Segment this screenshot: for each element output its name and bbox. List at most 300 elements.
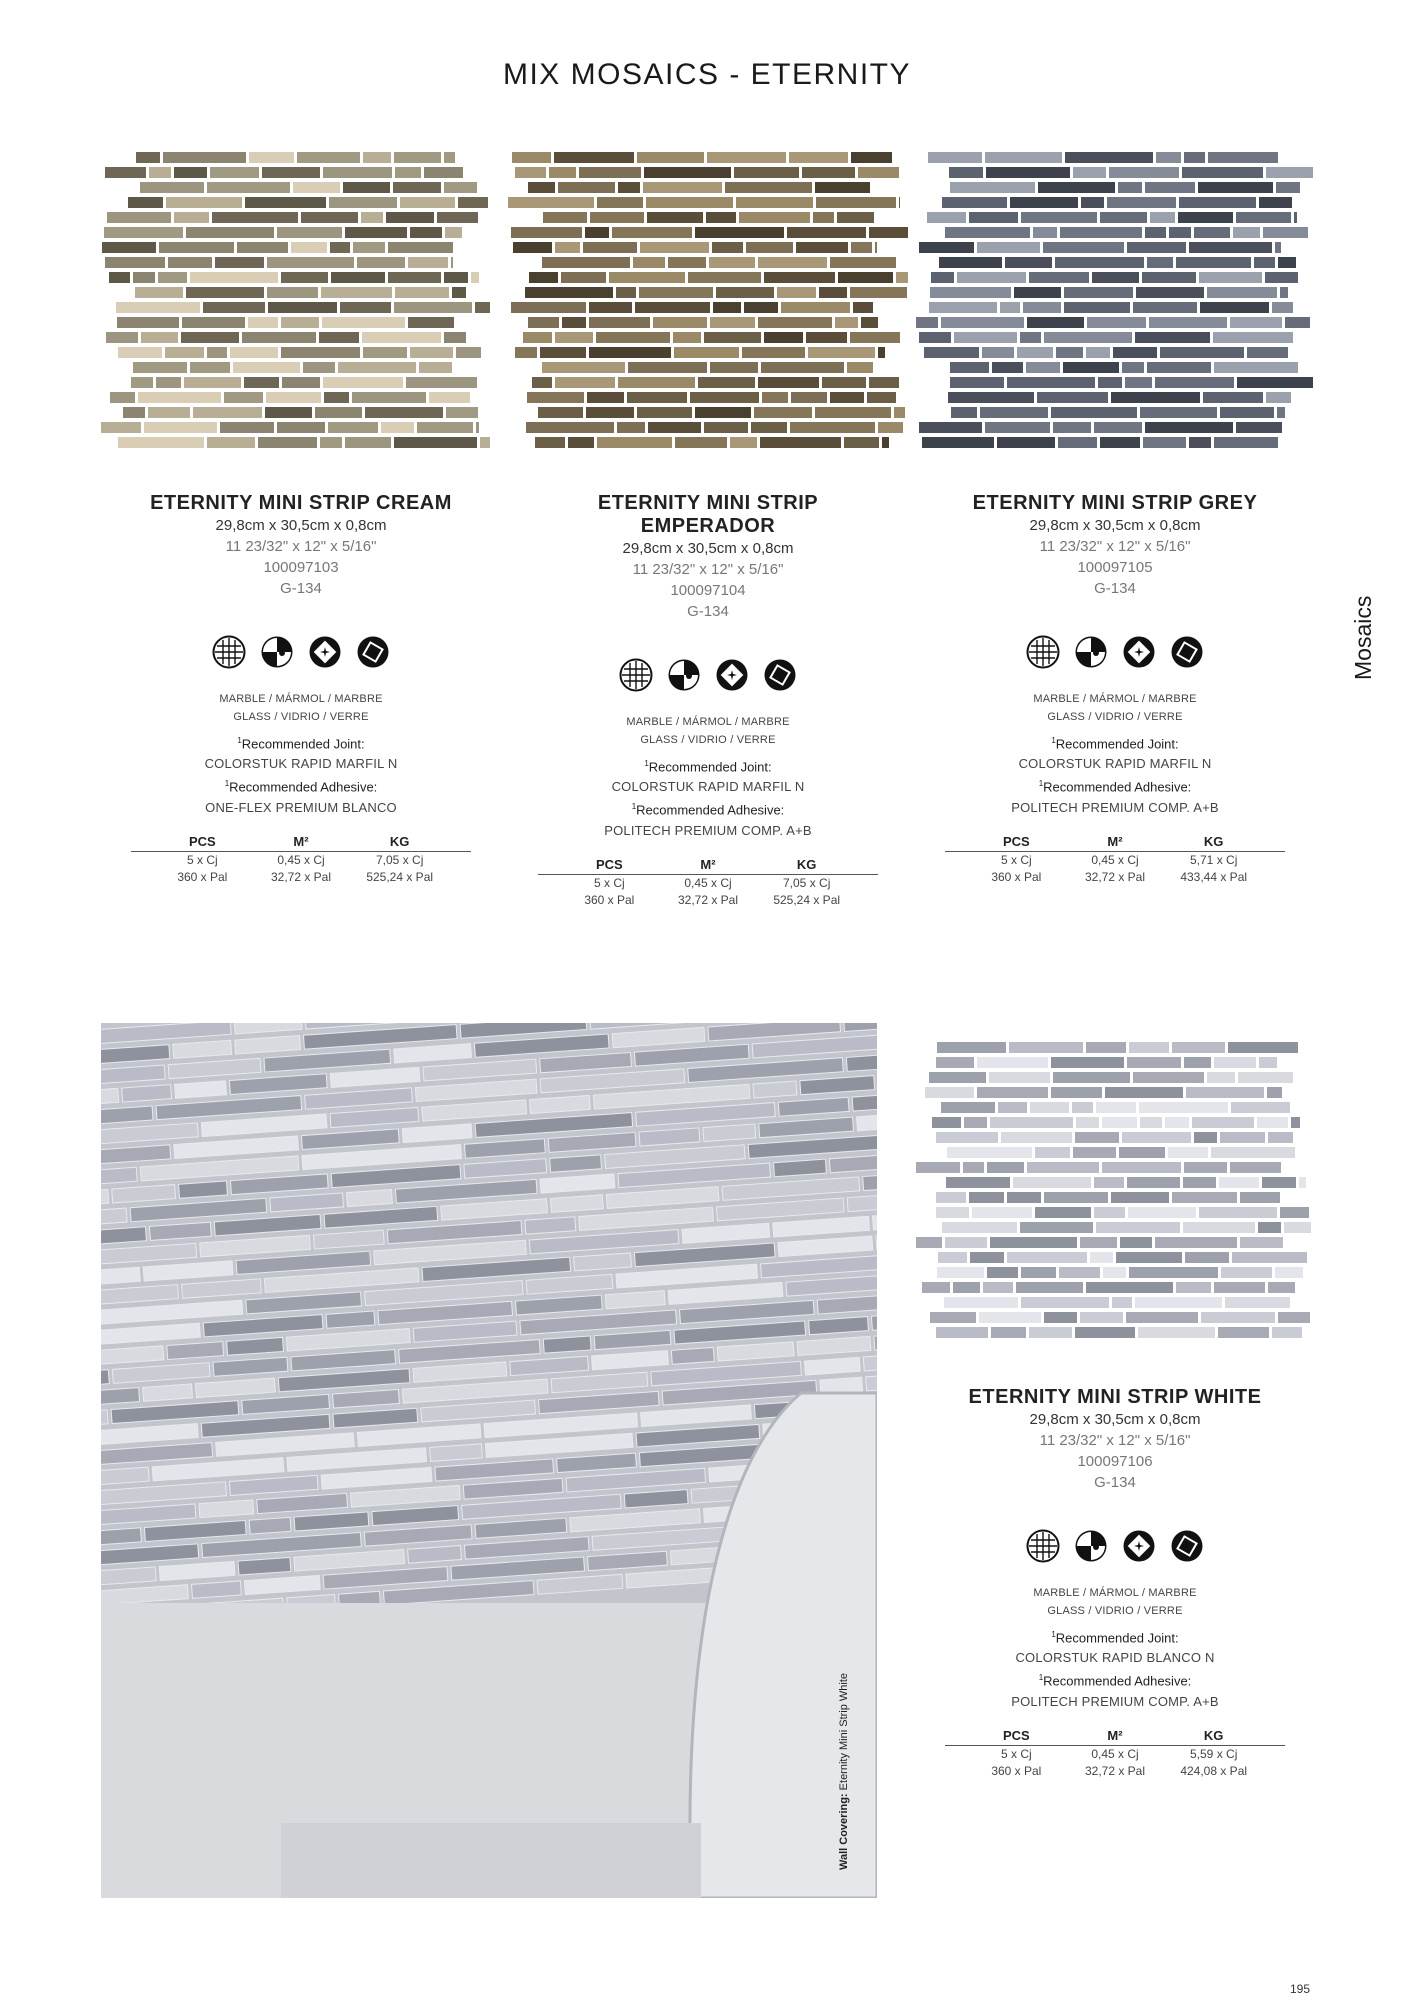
mosaic-strip [919, 242, 974, 253]
product-size-cm: 29,8cm x 30,5cm x 0,8cm [215, 517, 387, 534]
mosaic-strip [1230, 1162, 1281, 1173]
mosaic-strip [444, 272, 468, 283]
mosaic-strip [816, 197, 896, 208]
photo-caption [838, 1673, 850, 1870]
room-photo [101, 1023, 877, 1898]
recommended-adhesive: POLITECH PREMIUM COMP. A+B [604, 822, 812, 838]
header-pcs: PCS [595, 856, 623, 872]
mosaic-strip [758, 257, 827, 268]
material-list [528, 712, 888, 750]
mosaic-strip [590, 212, 644, 223]
mosaic-strip [990, 1237, 1077, 1248]
mosaic-strip [1266, 167, 1313, 178]
mosaic-strip [1198, 182, 1273, 193]
material-list [935, 689, 1295, 727]
mosaic-strip [1051, 407, 1137, 418]
mosaic-strip [698, 377, 755, 388]
mosaic-strip [381, 422, 414, 433]
mosaic-strip [954, 332, 1017, 343]
mosaic-strip [353, 242, 385, 253]
page-title: MIX MOSAICS - ETERNITY [502, 58, 912, 91]
mosaic-strip [1240, 1192, 1280, 1203]
mosaic-strip [1044, 332, 1132, 343]
mosaic-strip [643, 182, 722, 193]
mosaic-strip [1184, 152, 1205, 163]
mosaic-strip [806, 332, 847, 343]
mosaic-strip [101, 422, 141, 433]
mosaic-strip [363, 347, 407, 358]
packaging-row-box [945, 1746, 1285, 1763]
mosaic-strip [1213, 332, 1293, 343]
mosaic-strip [760, 437, 841, 448]
mosaic-strip [1119, 1147, 1165, 1158]
mosaic-strip [985, 422, 1050, 433]
mosaic-strip [1233, 227, 1260, 238]
mosaic-strip [945, 227, 1030, 238]
mosaic-strip [1029, 1327, 1072, 1338]
mosaic-strip [1064, 287, 1133, 298]
mosaic-strip [562, 317, 586, 328]
mosaic-strip [1230, 317, 1282, 328]
mosaic-strip [1017, 347, 1053, 358]
mosaic-strip [207, 347, 227, 358]
mosaic-strip [138, 392, 221, 403]
mosaic-strip [878, 347, 885, 358]
mosaic-strip [1257, 1117, 1288, 1128]
mosaic-strip [554, 152, 634, 163]
mosaic-strip [1080, 1237, 1117, 1248]
mosaic-strip [1268, 1282, 1295, 1293]
mosaic-strip [985, 152, 1062, 163]
mosaic-strip [437, 212, 478, 223]
product-group: G-134 [1094, 1474, 1136, 1491]
header-pcs: PCS [188, 833, 216, 849]
mosaic-strip [512, 152, 551, 163]
wall-mosaic-strip [143, 1384, 193, 1401]
mosaic-strip [1192, 1117, 1254, 1128]
mosaic-strip [410, 347, 453, 358]
mosaic-strip [174, 212, 209, 223]
mosaic-strip [476, 422, 479, 433]
mosaic-strip [386, 212, 434, 223]
wall-covering-image [101, 1023, 877, 1898]
mosaic-strip [1201, 1312, 1275, 1323]
mosaic-strip [458, 197, 488, 208]
mosaic-strip [1094, 1177, 1124, 1188]
mosaic-strip [986, 167, 1070, 178]
mosaic-strip [1267, 1087, 1282, 1098]
mosaic-strip [647, 212, 703, 223]
mosaic-strip [1284, 1222, 1311, 1233]
usage-icons [121, 635, 481, 669]
mosaic-strip [258, 437, 317, 448]
mosaic-strip [123, 407, 145, 418]
mosaic-strip [979, 1312, 1041, 1323]
mosaic-strip [105, 257, 165, 268]
mosaic-strip [1147, 257, 1173, 268]
recommended-adhesive-label: $^1$Recommended Adhesive: [224, 779, 378, 795]
mosaic-strip [1285, 317, 1310, 328]
mosaic-strip [1109, 167, 1179, 178]
mosaic-strip [1136, 287, 1204, 298]
mosaic-strip [1056, 347, 1083, 358]
mosaic-strip [637, 407, 692, 418]
mosaic-strip [1127, 1057, 1181, 1068]
mosaic-strip [212, 212, 298, 223]
mosaic-strip [869, 227, 908, 238]
mosaic-strip [282, 377, 320, 388]
mosaic-strip [758, 317, 832, 328]
mosaic-strip [1016, 1282, 1083, 1293]
cell-kg: 433,44 x Pal [1180, 869, 1248, 884]
mosaic-strip [136, 152, 160, 163]
mosaic-strip [1207, 287, 1277, 298]
mosaic-strip [853, 302, 873, 313]
mosaic-strip [117, 317, 179, 328]
mosaic-strip [734, 167, 799, 178]
mosaic-strip [118, 347, 162, 358]
mosaic-strip [942, 197, 1007, 208]
mesh-grid-icon [1026, 1529, 1060, 1563]
packaging-row-box [945, 852, 1285, 869]
mosaic-strip [109, 272, 130, 283]
product-size-cm: 29,8cm x 30,5cm x 0,8cm [1029, 517, 1201, 534]
mosaic-strip [1094, 422, 1142, 433]
mosaic-strip [919, 332, 951, 343]
mosaic-strip [135, 287, 183, 298]
mosaic-strip [1220, 407, 1274, 418]
mosaic-strip [293, 182, 340, 193]
mosaic-strip [1135, 332, 1210, 343]
mosaic-strip [1043, 242, 1124, 253]
mosaic-strip [515, 167, 546, 178]
mosaic-strip [690, 392, 759, 403]
mosaic-strip [1072, 1102, 1093, 1113]
mosaic-strip [941, 317, 1024, 328]
mosaic-strip [186, 287, 264, 298]
mosaic-strip [1096, 1222, 1180, 1233]
mosaic-strip [451, 257, 453, 268]
wall-mosaic-strip [326, 1311, 375, 1328]
mosaic-strip [394, 152, 441, 163]
packaging-row-pallet [945, 869, 1285, 886]
mosaic-strip [388, 242, 453, 253]
wall-use-icon [1074, 1529, 1108, 1563]
mosaic-strip [589, 347, 671, 358]
mosaic-strip [980, 407, 1048, 418]
mosaic-strip [850, 287, 907, 298]
mosaic-strip [972, 1207, 1032, 1218]
mosaic-strip [844, 437, 879, 448]
mosaic-strip [1194, 227, 1230, 238]
mosaic-strip [945, 1237, 987, 1248]
material-marble: MARBLE / MÁRMOL / MARBRE [1033, 1587, 1197, 1599]
packaging-table [945, 832, 1285, 886]
mosaic-strip [1160, 347, 1244, 358]
product-code: 100097106 [1077, 1453, 1153, 1470]
mosaic-strip [1145, 422, 1233, 433]
mosaic-strip [148, 407, 190, 418]
mosaic-strip [675, 437, 727, 448]
mosaic-strip [538, 407, 583, 418]
wall-mosaic-strip [408, 1546, 462, 1564]
mosaic-strip [673, 332, 701, 343]
mosaic-strip [1102, 1117, 1137, 1128]
mosaic-strip [861, 317, 878, 328]
mosaic-strip [1010, 197, 1078, 208]
mosaic-strip [1111, 392, 1200, 403]
mosaic-strip [394, 302, 472, 313]
mosaic-strip [847, 362, 873, 373]
mosaic-strip [424, 167, 463, 178]
mosaic-strip [688, 272, 761, 283]
mosaic-strip [207, 437, 255, 448]
mosaic-strip [388, 272, 441, 283]
wall-mosaic-strip [774, 1159, 827, 1177]
mosaic-strip [168, 257, 212, 268]
header-kg: KG [796, 856, 817, 872]
mosaic-strip [1127, 1177, 1180, 1188]
mosaic-strip [977, 1057, 1048, 1068]
mosaic-strip [406, 377, 477, 388]
mosaic-strip [526, 422, 614, 433]
mosaic-strip [1265, 272, 1298, 283]
usage-icons [528, 658, 888, 692]
mosaic-strip [997, 437, 1055, 448]
mosaic-strip [948, 392, 1034, 403]
mosaic-strip [899, 197, 900, 208]
mosaic-strip [190, 272, 278, 283]
cell-m2: 32,72 x Pal [1084, 869, 1146, 884]
material-list [935, 1583, 1295, 1621]
mosaic-strip [1275, 1267, 1303, 1278]
mosaic-strip [456, 347, 481, 358]
product-code: 100097104 [670, 582, 746, 599]
mosaic-strip [586, 407, 634, 418]
mosaic-strip [277, 422, 325, 433]
mosaic-strip [1280, 287, 1288, 298]
product-size-in: 11 23/32" x 12" x 5/16" [225, 538, 377, 555]
mosaic-strip [1129, 1042, 1169, 1053]
mosaic-strip [116, 302, 200, 313]
mosaic-strip [1147, 362, 1211, 373]
mosaic-strip [365, 407, 443, 418]
wall-mosaic-strip [543, 1336, 591, 1353]
header-m2: M² [700, 856, 716, 872]
mosaic-strip [1135, 1297, 1222, 1308]
mosaic-strip [597, 437, 672, 448]
mosaic-strip [1236, 212, 1291, 223]
tile-edge-icon [1170, 1529, 1204, 1563]
mosaic-strip [1189, 437, 1211, 448]
mosaic-strip [1053, 1072, 1130, 1083]
mosaic-strip [991, 1327, 1026, 1338]
mosaic-strip [617, 422, 645, 433]
packaging-row-pallet [945, 1763, 1285, 1780]
mosaic-strip [320, 437, 342, 448]
mosaic-strip [1021, 212, 1097, 223]
sparkle-tile-icon [1122, 635, 1156, 669]
mosaic-strip [1149, 317, 1227, 328]
mosaic-strip [141, 332, 178, 343]
mosaic-strip [1199, 272, 1262, 283]
wall-mosaic-strip [550, 1195, 603, 1213]
mosaic-strip [1211, 1147, 1295, 1158]
mosaic-strip [329, 197, 397, 208]
product-size-in: 11 23/32" x 12" x 5/16" [632, 561, 784, 578]
sparkle-tile-icon [715, 658, 749, 692]
mosaic-strip [446, 407, 478, 418]
mosaic-strip [1094, 1207, 1125, 1218]
mosaic-strip [830, 257, 896, 268]
mosaic-strip [596, 332, 670, 343]
mosaic-strip [475, 302, 490, 313]
packaging-row-box [131, 852, 471, 869]
mosaic-strip [1023, 302, 1061, 313]
mosaic-strip [1075, 1327, 1135, 1338]
mosaic-strip [1102, 1162, 1181, 1173]
mosaic-strip [323, 167, 392, 178]
mosaic-strip [930, 287, 1011, 298]
packaging-header [945, 832, 1285, 852]
mosaic-strip [133, 272, 155, 283]
mosaic-strip [1184, 1162, 1227, 1173]
mosaic-strip [787, 227, 866, 238]
mosaic-strip [646, 197, 733, 208]
mosaic-strip [942, 1222, 1017, 1233]
mosaic-strip [742, 347, 805, 358]
mosaic-strip [410, 227, 442, 238]
mosaic-strip [931, 272, 954, 283]
mosaic-strip [635, 302, 710, 313]
mosaic-strip [1100, 212, 1147, 223]
mosaic-strip [281, 317, 319, 328]
mosaic-strip [165, 347, 204, 358]
mosaic-strip [1259, 197, 1292, 208]
mosaic-strip [340, 302, 391, 313]
mosaic-strip [568, 437, 594, 448]
mosaic-strip [762, 392, 788, 403]
mosaic-strip [781, 302, 850, 313]
mosaic-strip [1033, 227, 1057, 238]
mosaic-strip [790, 422, 875, 433]
mosaic-strip [977, 1087, 1048, 1098]
mosaic-strip [1199, 1207, 1277, 1218]
mosaic-strip [710, 362, 758, 373]
usage-icons [935, 635, 1295, 669]
mosaic-strip [947, 1147, 1032, 1158]
mosaic-strip [1262, 1177, 1296, 1188]
mosaic-strip [764, 272, 835, 283]
cell-pcs: 360 x Pal [991, 869, 1042, 884]
mosaic-strip [695, 407, 751, 418]
mosaic-strip [1053, 422, 1091, 433]
tile-edge-icon [763, 658, 797, 692]
mosaic-strip [523, 332, 552, 343]
mosaic-strip [1238, 1072, 1293, 1083]
mosaic-strip [1125, 377, 1152, 388]
mosaic-strip [1258, 1222, 1281, 1233]
mosaic-strip [542, 362, 625, 373]
mosaic-strip [245, 197, 326, 208]
tile-edge-icon [1170, 635, 1204, 669]
mosaic-strip [555, 242, 580, 253]
mosaic-strip [1214, 362, 1298, 373]
packaging-header [538, 855, 878, 875]
cell-pcs: 360 x Pal [177, 869, 228, 884]
product-code: 100097103 [263, 559, 339, 576]
mosaic-strip [1236, 422, 1282, 433]
mosaic-strip [1058, 437, 1097, 448]
mosaic-strip [950, 377, 1004, 388]
mosaic-strip [1065, 152, 1153, 163]
mosaic-strip [174, 167, 207, 178]
mosaic-strip [323, 377, 403, 388]
material-marble: MARBLE / MÁRMOL / MARBRE [1033, 693, 1197, 705]
wall-use-icon [667, 658, 701, 692]
mosaic-strip [987, 1162, 1024, 1173]
material-glass: GLASS / VIDRIO / VERRE [640, 734, 776, 746]
mosaic-strip [936, 1207, 969, 1218]
mosaic-strip [941, 1102, 995, 1113]
product-size-in: 11 23/32" x 12" x 5/16" [1039, 1432, 1191, 1449]
recommended-joint-label: $^1$Recommended Joint: [1051, 736, 1179, 752]
material-glass: GLASS / VIDRIO / VERRE [1047, 711, 1183, 723]
mesh-grid-icon [212, 635, 246, 669]
mosaic-strip [950, 182, 1035, 193]
mosaic-strip [998, 1102, 1027, 1113]
mosaic-strip [1254, 257, 1275, 268]
mosaic-strip [982, 347, 1014, 358]
wall-mosaic-strip [179, 1181, 228, 1198]
recommended-adhesive-label: $^1$Recommended Adhesive: [1038, 1673, 1192, 1689]
mosaic-strip [1120, 1237, 1152, 1248]
mosaic-strip [964, 1117, 987, 1128]
recommended-adhesive-label: $^1$Recommended Adhesive: [1038, 779, 1192, 795]
mosaic-strip [815, 182, 870, 193]
mosaic-strip [184, 377, 241, 388]
mosaic-strip [704, 422, 748, 433]
mosaic-strip [850, 332, 900, 343]
mosaic-strip [1027, 317, 1084, 328]
mosaic-strip [1122, 1132, 1191, 1143]
mosaic-strip [858, 167, 899, 178]
product-cream [121, 492, 481, 886]
cell-pcs: 5 x Cj [1000, 1746, 1032, 1761]
sparkle-tile-icon [308, 635, 342, 669]
mosaic-strip [597, 197, 643, 208]
mosaic-strip [549, 167, 576, 178]
mosaic-strip [627, 392, 687, 403]
mosaic-strip [338, 362, 416, 373]
mosaic-strip [1278, 257, 1296, 268]
mosaic-strip [267, 257, 354, 268]
mosaic-strip [1051, 1057, 1124, 1068]
mosaic-strip [1103, 1267, 1126, 1278]
mosaic-strip [181, 332, 239, 343]
mosaic-strip [362, 332, 441, 343]
product-group: G-134 [1094, 580, 1136, 597]
mosaic-strip [936, 1132, 998, 1143]
mosaic-strip [1183, 1222, 1255, 1233]
mosaic-strip [166, 197, 242, 208]
mosaic-strip [585, 227, 609, 238]
product-name: ETERNITY MINI STRIP EMPERADOR [597, 492, 819, 537]
mosaic-strip [925, 1087, 974, 1098]
mosaic-strip [851, 152, 892, 163]
mosaic-strip [587, 392, 624, 403]
mosaic-strip [1087, 317, 1146, 328]
